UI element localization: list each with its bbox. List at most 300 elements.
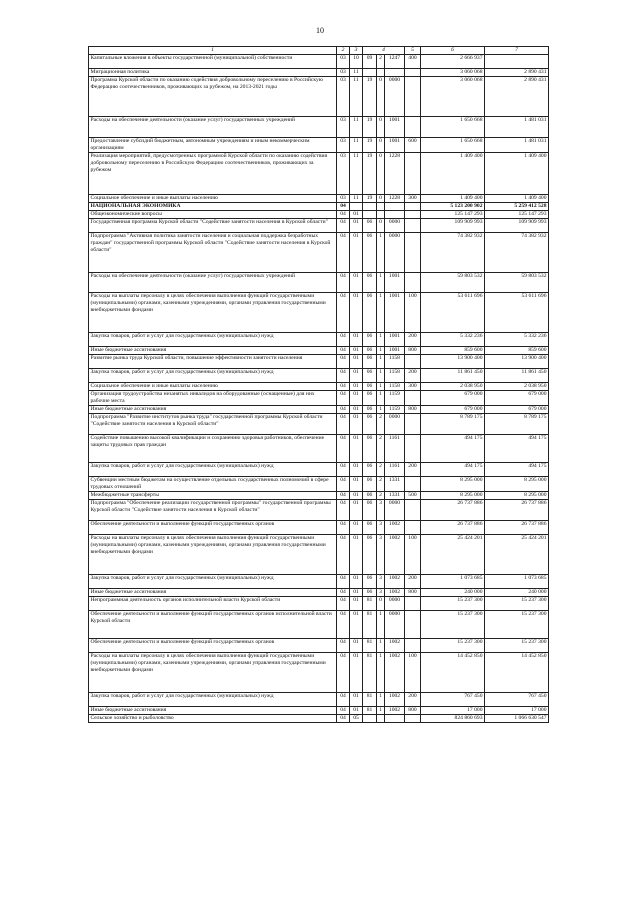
row-program: 06 <box>363 347 377 355</box>
row-section: 04 <box>337 355 350 369</box>
row-subsection: 01 <box>350 211 363 219</box>
row-subsection: 01 <box>350 273 363 293</box>
row-section: 03 <box>337 77 350 117</box>
row-program: 06 <box>363 355 377 369</box>
row-direction: 1001 <box>385 347 405 355</box>
row-section: 04 <box>337 203 350 211</box>
row-amount-year-2: 15 237 300 <box>485 597 549 611</box>
row-expense-type <box>405 435 421 463</box>
table-row <box>89 597 549 611</box>
table-row <box>89 611 549 639</box>
row-subprogram: 2 <box>377 55 385 69</box>
row-subsection: 01 <box>350 575 363 589</box>
row-direction: 0000 <box>385 219 405 233</box>
row-section: 04 <box>337 369 350 383</box>
table-row <box>89 195 549 203</box>
header-col-7: 7 <box>485 47 549 55</box>
row-name: Расходы на выплаты персоналу в целях обеспечения выполнения функций государственными (муниципальными) органами, казенными учреждениями, органами управления государственными внебюджетными фондами <box>89 293 337 333</box>
row-amount-year-1: 494 175 <box>421 435 485 463</box>
row-section: 04 <box>337 653 350 693</box>
table-row <box>89 463 549 477</box>
table-row <box>89 707 549 715</box>
row-program <box>363 211 377 219</box>
table-row <box>89 153 549 195</box>
table-row <box>89 55 549 69</box>
row-program: 06 <box>363 233 377 273</box>
row-name: Развитие рынка труда Курской области, повышение эффективности занятости населения <box>89 355 337 369</box>
row-program: 06 <box>363 333 377 347</box>
header-col-5: 5 <box>405 47 421 55</box>
row-program: 19 <box>363 138 377 153</box>
row-direction: 1001 <box>385 117 405 138</box>
row-section: 04 <box>337 597 350 611</box>
row-name: Иные бюджетные ассигнования <box>89 347 337 355</box>
row-expense-type: 300 <box>405 195 421 203</box>
row-subsection: 01 <box>350 500 363 521</box>
row-subprogram: 3 <box>377 589 385 597</box>
row-program: 19 <box>363 195 377 203</box>
table-row <box>89 347 549 355</box>
row-amount-year-1: 14 452 850 <box>421 653 485 693</box>
row-amount-year-2: 26 737 886 <box>485 500 549 521</box>
row-program: 06 <box>363 414 377 435</box>
row-subsection: 11 <box>350 77 363 117</box>
row-expense-type <box>405 211 421 219</box>
row-subprogram: 2 <box>377 463 385 477</box>
row-expense-type: 800 <box>405 589 421 597</box>
row-expense-type <box>405 391 421 406</box>
row-section: 04 <box>337 406 350 414</box>
row-section: 04 <box>337 391 350 406</box>
row-direction: 1002 <box>385 521 405 535</box>
table-row <box>89 369 549 383</box>
row-subprogram: 1 <box>377 611 385 639</box>
row-amount-year-1: 13 900 400 <box>421 355 485 369</box>
row-amount-year-2: 767 450 <box>485 693 549 707</box>
row-section: 04 <box>337 575 350 589</box>
row-name: Иные бюджетные ассигнования <box>89 406 337 414</box>
row-direction: 1002 <box>385 589 405 597</box>
row-subprogram: 1 <box>377 273 385 293</box>
row-subsection: 11 <box>350 153 363 195</box>
row-subsection: 01 <box>350 333 363 347</box>
row-program: 06 <box>363 521 377 535</box>
header-col-2: 2 <box>337 47 350 55</box>
table-row <box>89 406 549 414</box>
row-name: Подпрограмма "Активная политика занятости населения и социальная поддержка безработных граждан" государственной программы Курской области "Содействие занятости населения в Курской области" <box>89 233 337 273</box>
row-expense-type <box>405 355 421 369</box>
row-amount-year-2: 1 481 031 <box>485 117 549 138</box>
row-name: Обеспечение деятельности и выполнение функций государственных органов <box>89 639 337 653</box>
row-direction: 1161 <box>385 463 405 477</box>
row-program: 06 <box>363 589 377 597</box>
row-section: 03 <box>337 138 350 153</box>
row-subsection: 01 <box>350 611 363 639</box>
row-program: 06 <box>363 492 377 500</box>
row-subprogram: 3 <box>377 575 385 589</box>
row-subprogram: 1 <box>377 639 385 653</box>
row-amount-year-2: 240 000 <box>485 589 549 597</box>
row-direction: 1002 <box>385 575 405 589</box>
row-amount-year-2: 25 424 201 <box>485 535 549 575</box>
table-row <box>89 715 549 723</box>
row-expense-type: 200 <box>405 575 421 589</box>
table-row <box>89 492 549 500</box>
row-program: 06 <box>363 293 377 333</box>
row-direction: 0000 <box>385 500 405 521</box>
row-expense-type <box>405 77 421 117</box>
row-amount-year-1: 679 000 <box>421 391 485 406</box>
row-expense-type: 300 <box>405 383 421 391</box>
table-row <box>89 435 549 463</box>
row-program <box>363 715 377 723</box>
row-expense-type: 500 <box>405 492 421 500</box>
row-program: 09 <box>363 55 377 69</box>
row-amount-year-2: 26 737 886 <box>485 521 549 535</box>
row-subprogram <box>377 69 385 77</box>
row-section: 04 <box>337 273 350 293</box>
row-subsection: 01 <box>350 414 363 435</box>
row-name: Социальное обеспечение и иные выплаты населению <box>89 383 337 391</box>
row-name: Иные бюджетные ассигнования <box>89 589 337 597</box>
row-amount-year-1: 2 038 950 <box>421 383 485 391</box>
row-amount-year-1: 1 650 668 <box>421 138 485 153</box>
row-subprogram: 2 <box>377 435 385 463</box>
row-direction: 1228 <box>385 153 405 195</box>
row-name: Подпрограмма "Развитие институтов рынка труда" государственной программы Курской области "Содействие занятости населения в Курской области" <box>89 414 337 435</box>
row-subsection: 11 <box>350 195 363 203</box>
row-expense-type <box>405 414 421 435</box>
row-subsection: 01 <box>350 693 363 707</box>
table-row <box>89 653 549 693</box>
row-amount-year-2: 59 803 532 <box>485 273 549 293</box>
row-name: Расходы на выплаты персоналу в целях обеспечения выполнения функций государственными (муниципальными) органами, казенными учреждениями, органами управления государственными внебюджетными фондами <box>89 535 337 575</box>
row-amount-year-1: 1 650 668 <box>421 117 485 138</box>
row-program: 06 <box>363 535 377 575</box>
row-subsection: 01 <box>350 639 363 653</box>
row-direction: 1331 <box>385 477 405 492</box>
row-subsection: 01 <box>350 492 363 500</box>
row-expense-type <box>405 597 421 611</box>
row-amount-year-2: 494 175 <box>485 463 549 477</box>
row-direction <box>385 69 405 77</box>
row-section: 04 <box>337 463 350 477</box>
row-subsection: 01 <box>350 383 363 391</box>
row-expense-type <box>405 273 421 293</box>
row-expense-type <box>405 203 421 211</box>
row-section: 03 <box>337 55 350 69</box>
row-subprogram: 1 <box>377 369 385 383</box>
row-section: 04 <box>337 639 350 653</box>
row-subsection: 01 <box>350 653 363 693</box>
table-row <box>89 500 549 521</box>
row-program: 06 <box>363 477 377 492</box>
row-amount-year-1: 5 332 236 <box>421 333 485 347</box>
row-name: Капитальные вложения в объекты государственной (муниципальной) собственности <box>89 55 337 69</box>
row-amount-year-2: 5 259 412 528 <box>485 203 549 211</box>
row-expense-type: 200 <box>405 369 421 383</box>
table-row <box>89 203 549 211</box>
row-expense-type <box>405 477 421 492</box>
row-subsection: 01 <box>350 347 363 355</box>
row-direction: 1002 <box>385 653 405 693</box>
row-name: Закупка товаров, работ и услуг для государственных (муниципальных) нужд <box>89 369 337 383</box>
row-amount-year-2: 859 600 <box>485 347 549 355</box>
row-direction: 1002 <box>385 535 405 575</box>
row-amount-year-2: 1 409 400 <box>485 153 549 195</box>
row-name: Закупка товаров, работ и услуг для государственных (муниципальных) нужд <box>89 333 337 347</box>
row-amount-year-1: 2 666 937 <box>421 55 485 69</box>
table-row <box>89 219 549 233</box>
row-direction: 1161 <box>385 435 405 463</box>
row-expense-type <box>405 153 421 195</box>
row-amount-year-1: 8 295 000 <box>421 492 485 500</box>
row-name: Закупка товаров, работ и услуг для государственных (муниципальных) нужд <box>89 575 337 589</box>
row-subsection: 01 <box>350 707 363 715</box>
row-direction: 1158 <box>385 355 405 369</box>
row-section: 04 <box>337 333 350 347</box>
header-col-1: 1 <box>89 47 337 55</box>
row-amount-year-2: 125 147 293 <box>485 211 549 219</box>
row-amount-year-1: 494 175 <box>421 463 485 477</box>
row-amount-year-1: 74 382 932 <box>421 233 485 273</box>
row-section: 04 <box>337 715 350 723</box>
row-expense-type <box>405 69 421 77</box>
row-amount-year-2: 15 237 300 <box>485 639 549 653</box>
row-amount-year-1: 59 803 532 <box>421 273 485 293</box>
row-amount-year-1: 3 060 068 <box>421 69 485 77</box>
row-name: Социальное обеспечение и иные выплаты населению <box>89 195 337 203</box>
row-amount-year-2: 14 452 850 <box>485 653 549 693</box>
table-row <box>89 383 549 391</box>
row-program: 81 <box>363 693 377 707</box>
table-row <box>89 477 549 492</box>
row-subprogram: 2 <box>377 477 385 492</box>
row-subprogram: 1 <box>377 333 385 347</box>
row-subprogram: 0 <box>377 195 385 203</box>
header-col-4: 4 <box>363 47 405 55</box>
row-section: 04 <box>337 521 350 535</box>
row-amount-year-1: 125 147 293 <box>421 211 485 219</box>
row-name: Закупка товаров, работ и услуг для государственных (муниципальных) нужд <box>89 693 337 707</box>
row-section: 04 <box>337 693 350 707</box>
row-subprogram: 1 <box>377 355 385 369</box>
row-subsection: 05 <box>350 715 363 723</box>
row-amount-year-1: 26 737 886 <box>421 521 485 535</box>
row-amount-year-1: 17 000 <box>421 707 485 715</box>
row-section: 04 <box>337 477 350 492</box>
row-program: 06 <box>363 575 377 589</box>
table-row <box>89 77 549 117</box>
row-subsection: 01 <box>350 589 363 597</box>
row-expense-type <box>405 233 421 273</box>
row-expense-type: 200 <box>405 693 421 707</box>
row-amount-year-2: 1 481 031 <box>485 138 549 153</box>
row-direction: 0000 <box>385 77 405 117</box>
row-expense-type: 100 <box>405 653 421 693</box>
row-direction: 1001 <box>385 273 405 293</box>
row-section: 04 <box>337 611 350 639</box>
table-row <box>89 355 549 369</box>
row-section: 03 <box>337 117 350 138</box>
row-amount-year-2: 8 295 000 <box>485 477 549 492</box>
table-row <box>89 69 549 77</box>
table-row <box>89 293 549 333</box>
row-amount-year-1: 3 060 068 <box>421 77 485 117</box>
row-section: 04 <box>337 293 350 333</box>
row-expense-type: 100 <box>405 535 421 575</box>
row-subprogram <box>377 203 385 211</box>
table-row <box>89 138 549 153</box>
row-name: Организация трудоустройства незанятых инвалидов на оборудованные (оснащенные) для них рабочие места <box>89 391 337 406</box>
row-expense-type <box>405 500 421 521</box>
row-direction: 1002 <box>385 707 405 715</box>
row-program <box>363 203 377 211</box>
row-amount-year-1: 53 611 696 <box>421 293 485 333</box>
row-expense-type: 800 <box>405 347 421 355</box>
row-direction: 1158 <box>385 383 405 391</box>
row-amount-year-1: 1 409 400 <box>421 153 485 195</box>
row-subprogram: 3 <box>377 521 385 535</box>
row-section: 04 <box>337 707 350 715</box>
row-direction: 1158 <box>385 369 405 383</box>
table-row <box>89 589 549 597</box>
row-amount-year-2: 2 038 950 <box>485 383 549 391</box>
row-amount-year-1: 767 450 <box>421 693 485 707</box>
row-amount-year-2: 679 000 <box>485 406 549 414</box>
row-subsection: 01 <box>350 477 363 492</box>
row-subprogram: 3 <box>377 535 385 575</box>
row-subsection: 01 <box>350 233 363 273</box>
row-name: Межбюджетные трансферты <box>89 492 337 500</box>
row-amount-year-1: 15 237 300 <box>421 639 485 653</box>
row-subprogram: 2 <box>377 492 385 500</box>
row-program: 19 <box>363 153 377 195</box>
table-header-row <box>89 47 549 55</box>
row-name: Содействие повышению высокой квалификации и сохранению здоровья работников, обеспечение защиты трудовых прав граждан <box>89 435 337 463</box>
table-row <box>89 233 549 273</box>
row-amount-year-1: 8 295 000 <box>421 477 485 492</box>
row-subprogram: 3 <box>377 500 385 521</box>
row-amount-year-1: 26 737 886 <box>421 500 485 521</box>
row-subsection: 01 <box>350 435 363 463</box>
row-subsection: 01 <box>350 597 363 611</box>
row-subsection: 11 <box>350 138 363 153</box>
row-name: Иные бюджетные ассигнования <box>89 707 337 715</box>
row-section: 04 <box>337 589 350 597</box>
row-name: Закупка товаров, работ и услуг для государственных (муниципальных) нужд <box>89 463 337 477</box>
row-expense-type <box>405 639 421 653</box>
row-section: 03 <box>337 195 350 203</box>
row-subsection: 01 <box>350 463 363 477</box>
row-section: 04 <box>337 414 350 435</box>
row-amount-year-2: 494 175 <box>485 435 549 463</box>
row-subsection: 01 <box>350 391 363 406</box>
row-subprogram: 1 <box>377 233 385 273</box>
row-subsection: 01 <box>350 219 363 233</box>
row-direction: 1001 <box>385 333 405 347</box>
row-program <box>363 69 377 77</box>
row-direction: 1001 <box>385 293 405 333</box>
row-amount-year-1: 109 909 993 <box>421 219 485 233</box>
row-name: Реализация мероприятий, предусмотренных программой Курской области по оказанию содействия добровольному переселению в Российскую Федерацию соотечественников, проживающих за рубежом <box>89 153 337 195</box>
row-subprogram: 0 <box>377 597 385 611</box>
row-program: 06 <box>363 391 377 406</box>
row-name: Подпрограмма "Обеспечение реализации государственной программы" государственной программы Курской области "Содействие занятости населения в Курской области" <box>89 500 337 521</box>
row-amount-year-1: 15 237 300 <box>421 611 485 639</box>
row-name: Непрограммная деятельность органов исполнительной власти Курской области <box>89 597 337 611</box>
row-subsection: 01 <box>350 406 363 414</box>
row-program: 81 <box>363 653 377 693</box>
row-direction: 0000 <box>385 233 405 273</box>
row-section: 04 <box>337 347 350 355</box>
row-amount-year-2: 13 900 400 <box>485 355 549 369</box>
row-amount-year-2: 74 382 932 <box>485 233 549 273</box>
row-direction: 1247 <box>385 55 405 69</box>
row-expense-type <box>405 219 421 233</box>
row-expense-type <box>405 521 421 535</box>
row-section: 04 <box>337 535 350 575</box>
row-direction: 1159 <box>385 391 405 406</box>
row-direction: 1331 <box>385 492 405 500</box>
row-subsection: 11 <box>350 117 363 138</box>
row-expense-type: 600 <box>405 138 421 153</box>
row-amount-year-2: 109 909 993 <box>485 219 549 233</box>
row-section: 04 <box>337 219 350 233</box>
row-program: 06 <box>363 369 377 383</box>
table-row <box>89 535 549 575</box>
row-amount-year-1: 25 424 201 <box>421 535 485 575</box>
row-amount-year-1: 15 237 300 <box>421 597 485 611</box>
table-row <box>89 211 549 219</box>
table-row <box>89 521 549 535</box>
page-number: 10 <box>316 26 324 35</box>
row-expense-type: 800 <box>405 707 421 715</box>
row-expense-type <box>405 117 421 138</box>
row-program: 06 <box>363 406 377 414</box>
row-program: 06 <box>363 435 377 463</box>
row-amount-year-2: 1 409 400 <box>485 195 549 203</box>
row-amount-year-1: 824 860 693 <box>421 715 485 723</box>
row-amount-year-2: 5 332 236 <box>485 333 549 347</box>
row-amount-year-2: 2 890 431 <box>485 77 549 117</box>
table-row <box>89 117 549 138</box>
table-row <box>89 575 549 589</box>
row-subsection: 01 <box>350 355 363 369</box>
row-amount-year-1: 1 073 685 <box>421 575 485 589</box>
row-amount-year-1: 11 861 450 <box>421 369 485 383</box>
row-subprogram <box>377 211 385 219</box>
row-name: Расходы на обеспечение деятельности (оказание услуг) государственных учреждений <box>89 273 337 293</box>
row-amount-year-2: 8 789 175 <box>485 414 549 435</box>
row-subprogram: 1 <box>377 347 385 355</box>
row-program: 06 <box>363 500 377 521</box>
row-name: Миграционная политика <box>89 69 337 77</box>
row-expense-type: 100 <box>405 293 421 333</box>
header-col-3: 3 <box>350 47 363 55</box>
row-expense-type <box>405 611 421 639</box>
row-amount-year-2: 8 295 000 <box>485 492 549 500</box>
row-section: 04 <box>337 211 350 219</box>
row-subprogram: 0 <box>377 219 385 233</box>
row-program: 81 <box>363 707 377 715</box>
row-expense-type <box>405 715 421 723</box>
row-subprogram: 1 <box>377 406 385 414</box>
row-direction: 0000 <box>385 414 405 435</box>
row-expense-type: 200 <box>405 463 421 477</box>
row-program: 19 <box>363 117 377 138</box>
row-subprogram: 1 <box>377 383 385 391</box>
